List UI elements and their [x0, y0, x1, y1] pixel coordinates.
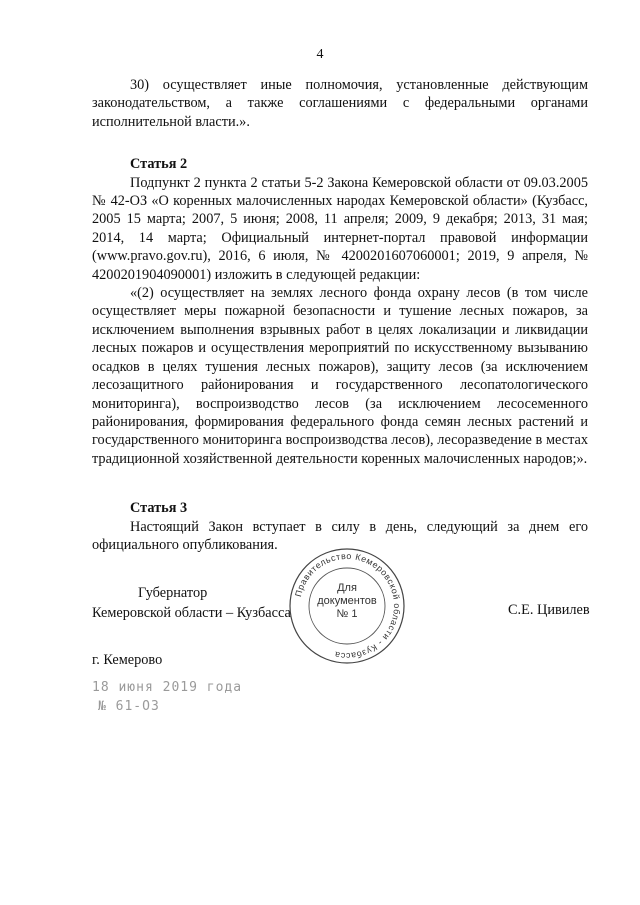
registration-number-stamp: № 61-ОЗ — [98, 699, 160, 714]
article-2-intro: Подпункт 2 пункта 2 статьи 5-2 Закона Кемеровской области от 09.03.2005 № 42-ОЗ «О коренных малочисленных народах Кемеровской области» (Кузбасс, 2005 15 марта; 2007, 5 июня; 2008, 11 апреля; 2009, 9 декабря; 2013, 31 мая; 2014, 14 марта; Официальный интернет-портал правовой информации (www.pravo.gov.ru), 2016, 6 июля, № 4200201607060001; 2019, 9 апреля, № 4200201904090001) изложить в следующей редакции: — [92, 174, 588, 283]
article-2-quote: «(2) осуществляет на землях лесного фонда охрану лесов (в том числе осуществляет меры пожарной безопасности и тушение лесных пожаров, за исключением выполнения взрывных работ в целях локализации и ликвидации лесных пожаров и осуществления мероприятий по искусственному вызыванию осадков в целях тушения лесных пожаров), защиту лесов (за исключением лесозащитного районирования и государственного лесопатологического мониторинга), воспроизводство лесов (за исключением лесосеменного районирования, формирования федерального фонда семян лесных растений и государственного мониторинга воспроизводства лесов), лесоразведение в местах традиционной хозяйственной деятельности коренных малочисленных народов;». — [92, 285, 588, 467]
city: г. Кемерово — [92, 652, 163, 668]
governor-title: Губернатор — [138, 585, 208, 601]
official-seal — [287, 546, 407, 666]
article-3-text: Настоящий Закон вступает в силу в день, следующий за днем его официального опубликования. — [92, 518, 588, 553]
registration-date-stamp: 18 июня 2019 года — [92, 680, 243, 695]
seal-inner-line-1: Для — [337, 582, 357, 594]
region-title: Кемеровской области – Кузбасса — [92, 605, 291, 621]
seal-ring-text: Правительство Кемеровской области - Кузбасса — [292, 550, 403, 662]
seal-inner-line-2: документов — [317, 595, 377, 607]
signature-title — [92, 583, 291, 623]
seal-inner-line-3: № 1 — [336, 608, 358, 620]
clause-30: 30) осуществляет иные полномочия, установленные действующим законодательством, а также соглашениями с федеральными органами исполнительной власти.». — [92, 77, 588, 130]
page-number: 4 — [316, 47, 324, 62]
signatory-name: С.Е. Цивилев — [508, 602, 590, 618]
article-2-heading: Статья 2 — [130, 156, 188, 173]
document-body — [92, 76, 588, 554]
seal-inner-text — [287, 582, 407, 621]
article-3-heading: Статья 3 — [130, 500, 188, 517]
